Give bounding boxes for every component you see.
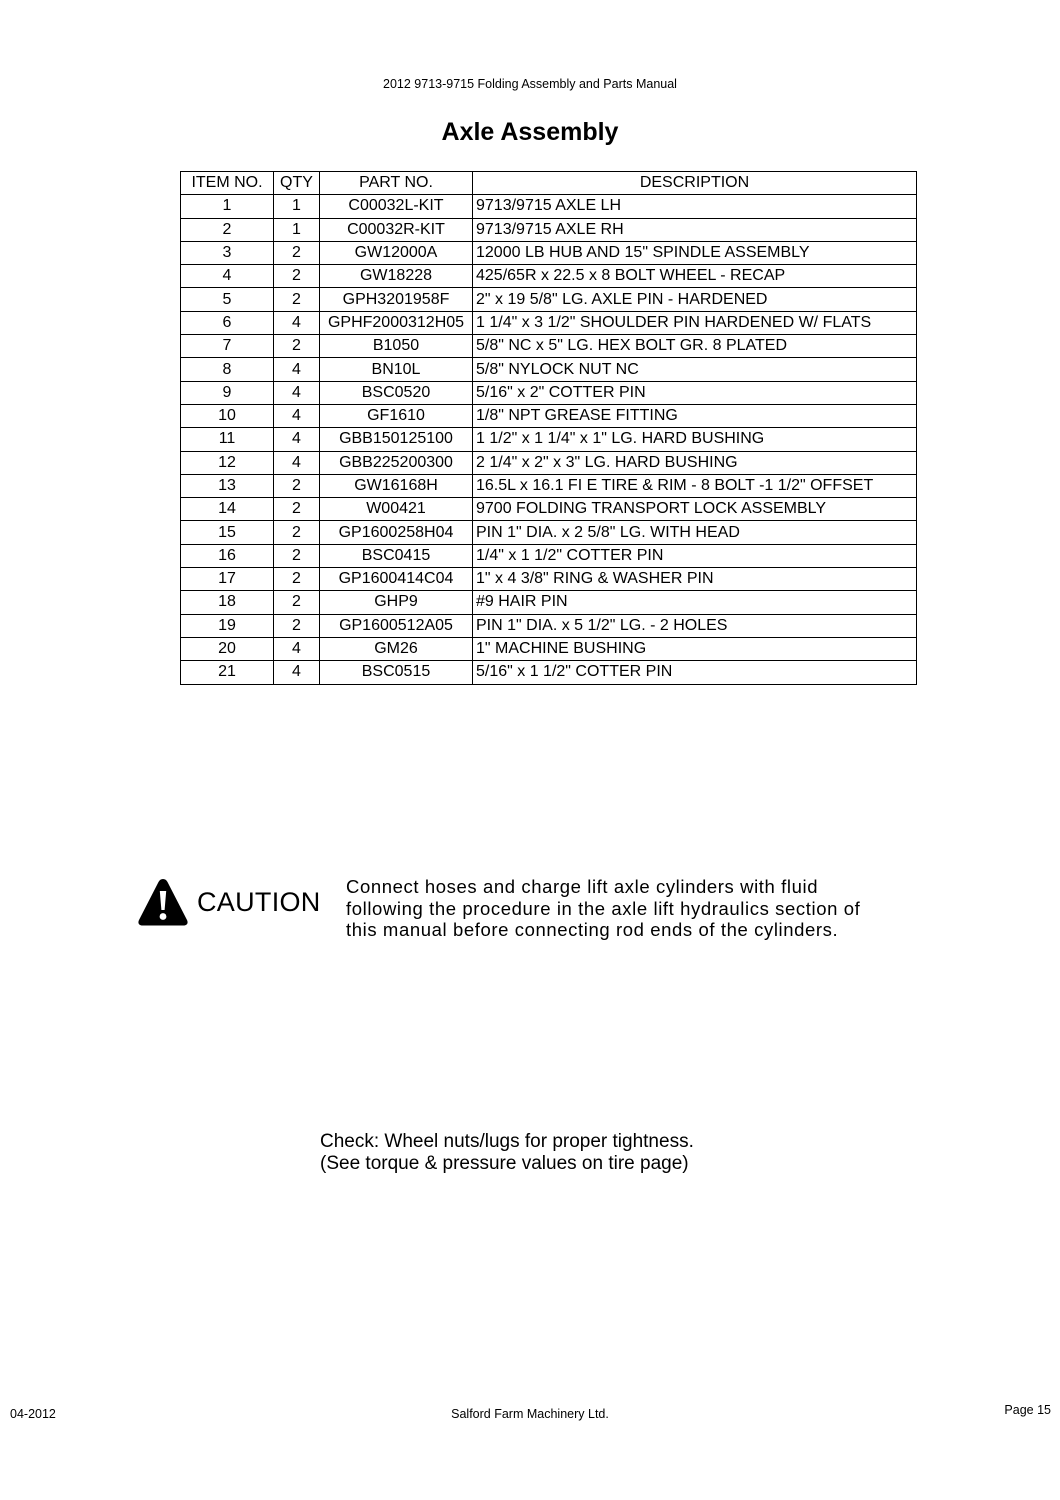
caution-label: CAUTION — [197, 887, 321, 917]
footer-date: 04-2012 — [10, 1407, 56, 1421]
cell-item-no: 9 — [181, 381, 274, 404]
table-row — [181, 265, 917, 288]
caution-message — [346, 876, 966, 941]
cell-part-no: GHP9 — [320, 591, 473, 614]
cell-description: 1" MACHINE BUSHING — [473, 637, 917, 660]
check-note-line: (See torque & pressure values on tire page) — [320, 1153, 689, 1174]
cell-part-no: C00032L-KIT — [320, 195, 473, 218]
cell-description: 16.5L x 16.1 FI E TIRE & RIM - 8 BOLT -1 1/2" OFFSET — [473, 474, 917, 497]
column-header-item-no: ITEM NO. — [181, 172, 274, 195]
caution-message-line: following the procedure in the axle lift hydraulics section of — [346, 897, 861, 919]
cell-item-no: 8 — [181, 358, 274, 381]
parts-table-body — [181, 195, 917, 684]
table-row — [181, 195, 917, 218]
table-row — [181, 568, 917, 591]
cell-qty: 4 — [274, 311, 320, 334]
cell-part-no: GPHF2000312H05 — [320, 311, 473, 334]
cell-part-no: W00421 — [320, 498, 473, 521]
table-row — [181, 241, 917, 264]
cell-description: 5/16" x 2" COTTER PIN — [473, 381, 917, 404]
cell-item-no: 10 — [181, 404, 274, 427]
cell-item-no: 19 — [181, 614, 274, 637]
cell-qty: 2 — [274, 288, 320, 311]
cell-part-no: GBB225200300 — [320, 451, 473, 474]
table-row — [181, 311, 917, 334]
cell-description: PIN 1" DIA. x 2 5/8" LG. WITH HEAD — [473, 521, 917, 544]
table-row — [181, 404, 917, 427]
caution-message-line: this manual before connecting rod ends of the cylinders. — [346, 919, 839, 940]
cell-part-no: B1050 — [320, 335, 473, 358]
cell-item-no: 16 — [181, 544, 274, 567]
cell-item-no: 17 — [181, 568, 274, 591]
cell-qty: 4 — [274, 451, 320, 474]
cell-qty: 2 — [274, 335, 320, 358]
cell-description: 1 1/4" x 3 1/2" SHOULDER PIN HARDENED W/ FLATS — [473, 311, 917, 334]
cell-item-no: 4 — [181, 265, 274, 288]
cell-description: 2 1/4" x 2" x 3" LG. HARD BUSHING — [473, 451, 917, 474]
cell-qty: 4 — [274, 358, 320, 381]
cell-part-no: GM26 — [320, 637, 473, 660]
cell-part-no: BSC0515 — [320, 661, 473, 684]
cell-qty: 2 — [274, 265, 320, 288]
cell-item-no: 5 — [181, 288, 274, 311]
cell-part-no: GW12000A — [320, 241, 473, 264]
cell-qty: 2 — [274, 521, 320, 544]
cell-part-no: BSC0520 — [320, 381, 473, 404]
cell-description: 1/4" x 1 1/2" COTTER PIN — [473, 544, 917, 567]
cell-item-no: 15 — [181, 521, 274, 544]
footer-company: Salford Farm Machinery Ltd. — [451, 1407, 609, 1421]
cell-qty: 1 — [274, 195, 320, 218]
cell-qty: 4 — [274, 404, 320, 427]
cell-qty: 4 — [274, 428, 320, 451]
cell-qty: 4 — [274, 661, 320, 684]
cell-part-no: BN10L — [320, 358, 473, 381]
cell-qty: 4 — [274, 637, 320, 660]
cell-part-no: C00032R-KIT — [320, 218, 473, 241]
cell-part-no: GW18228 — [320, 265, 473, 288]
cell-description: 9713/9715 AXLE RH — [473, 218, 917, 241]
cell-qty: 2 — [274, 544, 320, 567]
table-row — [181, 451, 917, 474]
cell-qty: 2 — [274, 614, 320, 637]
cell-qty: 2 — [274, 241, 320, 264]
cell-part-no: GPH3201958F — [320, 288, 473, 311]
table-row — [181, 591, 917, 614]
cell-description: 1/8" NPT GREASE FITTING — [473, 404, 917, 427]
cell-qty: 2 — [274, 498, 320, 521]
cell-description: 425/65R x 22.5 x 8 BOLT WHEEL - RECAP — [473, 265, 917, 288]
cell-description: #9 HAIR PIN — [473, 591, 917, 614]
cell-description: 5/8" NC x 5" LG. HEX BOLT GR. 8 PLATED — [473, 335, 917, 358]
table-row — [181, 428, 917, 451]
table-row — [181, 381, 917, 404]
cell-item-no: 13 — [181, 474, 274, 497]
cell-description: PIN 1" DIA. x 5 1/2" LG. - 2 HOLES — [473, 614, 917, 637]
cell-part-no: GBB150125100 — [320, 428, 473, 451]
table-row — [181, 498, 917, 521]
cell-qty: 4 — [274, 381, 320, 404]
cell-qty: 1 — [274, 218, 320, 241]
cell-description: 9713/9715 AXLE LH — [473, 195, 917, 218]
table-header-row — [181, 172, 917, 195]
cell-item-no: 2 — [181, 218, 274, 241]
parts-table — [180, 171, 917, 685]
cell-description: 9700 FOLDING TRANSPORT LOCK ASSEMBLY — [473, 498, 917, 521]
cell-description: 5/16" x 1 1/2" COTTER PIN — [473, 661, 917, 684]
table-row — [181, 614, 917, 637]
cell-qty: 2 — [274, 591, 320, 614]
cell-description: 2" x 19 5/8" LG. AXLE PIN - HARDENED — [473, 288, 917, 311]
footer-page-number: Page 15 — [1004, 1403, 1051, 1417]
warning-triangle-icon — [137, 877, 189, 927]
check-note — [320, 1131, 694, 1175]
caution-message-line: Connect hoses and charge lift axle cylinders with fluid — [346, 876, 819, 897]
column-header-part-no: PART NO. — [320, 172, 473, 195]
table-row — [181, 637, 917, 660]
cell-part-no: GF1610 — [320, 404, 473, 427]
table-row — [181, 661, 917, 684]
cell-qty: 2 — [274, 568, 320, 591]
cell-part-no: BSC0415 — [320, 544, 473, 567]
table-row — [181, 474, 917, 497]
cell-description: 12000 LB HUB AND 15" SPINDLE ASSEMBLY — [473, 241, 917, 264]
cell-item-no: 1 — [181, 195, 274, 218]
cell-item-no: 21 — [181, 661, 274, 684]
check-note-line: Check: Wheel nuts/lugs for proper tightness. — [320, 1131, 694, 1152]
table-row — [181, 358, 917, 381]
table-row — [181, 544, 917, 567]
cell-item-no: 6 — [181, 311, 274, 334]
cell-item-no: 12 — [181, 451, 274, 474]
cell-item-no: 20 — [181, 637, 274, 660]
cell-item-no: 14 — [181, 498, 274, 521]
column-header-description: DESCRIPTION — [473, 172, 917, 195]
manual-header: 2012 9713-9715 Folding Assembly and Parts Manual — [383, 77, 677, 91]
cell-item-no: 7 — [181, 335, 274, 358]
cell-part-no: GP1600414C04 — [320, 568, 473, 591]
cell-part-no: GW16168H — [320, 474, 473, 497]
table-row — [181, 288, 917, 311]
cell-description: 1" x 4 3/8" RING & WASHER PIN — [473, 568, 917, 591]
cell-description: 5/8" NYLOCK NUT NC — [473, 358, 917, 381]
cell-item-no: 3 — [181, 241, 274, 264]
cell-description: 1 1/2" x 1 1/4" x 1" LG. HARD BUSHING — [473, 428, 917, 451]
column-header-qty: QTY — [274, 172, 320, 195]
cell-item-no: 18 — [181, 591, 274, 614]
cell-part-no: GP1600512A05 — [320, 614, 473, 637]
table-row — [181, 521, 917, 544]
table-row — [181, 218, 917, 241]
page-title: Axle Assembly — [441, 118, 619, 146]
table-row — [181, 335, 917, 358]
cell-item-no: 11 — [181, 428, 274, 451]
cell-part-no: GP1600258H04 — [320, 521, 473, 544]
cell-qty: 2 — [274, 474, 320, 497]
